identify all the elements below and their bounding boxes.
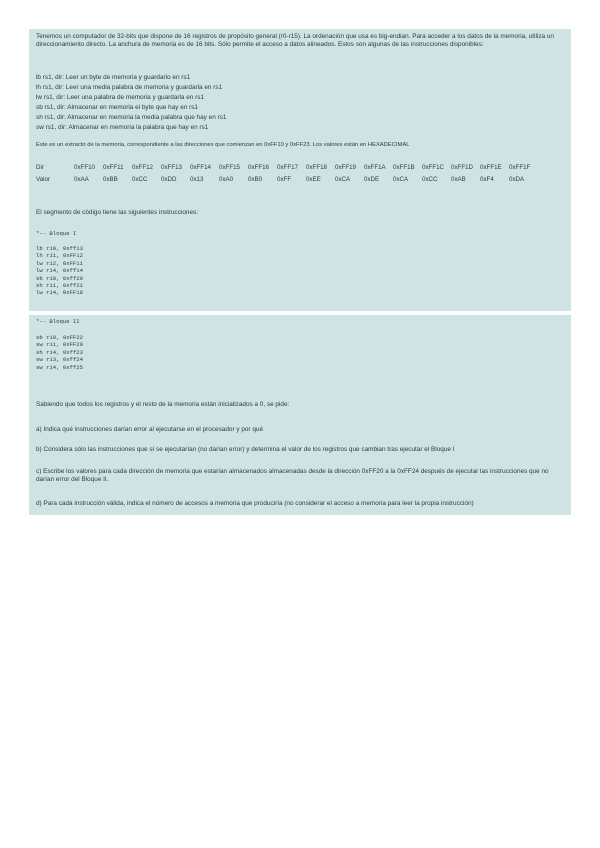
dir-cell: 0xFF1E: [480, 164, 502, 171]
dir-cell: 0xFF1F: [509, 164, 531, 171]
dir-cell: 0xFF13: [161, 164, 182, 171]
code-line: sb r10, 0xff20: [36, 274, 83, 282]
dir-cell: 0xFF10: [74, 164, 95, 171]
dir-cell: 0xFF1A: [364, 164, 386, 171]
block-2-code: [36, 334, 83, 371]
question-c: c) Escribe los valores para cada dirección de memoria que estarían almacenados almacenadas desde la dirección 0xFF20 a la 0xFF24 después de ejecutar las instrucciones que no darían error del Bloque II.: [36, 468, 549, 483]
code-line: lw r14, 0xFF18: [36, 289, 83, 297]
value-cell: 0xEE: [306, 176, 321, 183]
instruction-item: lh rs1, dir: Leer una media palabra de memoria y guardarla en rs1: [36, 84, 223, 91]
row-label: Valor: [36, 176, 50, 183]
instruction-item: sw rs1, dir: Almacenar en memoria la palabra que hay en rs1: [36, 124, 209, 131]
value-cell: 0xCA: [335, 176, 351, 183]
block-2-title: *-- Bloque II: [36, 318, 80, 325]
question-a: a) Indica qué instrucciones darían error al ejecutarse en el procesador y por qué: [36, 426, 263, 433]
value-cell: 0xCC: [132, 176, 148, 183]
segment-intro: El segmento de código tiene las siguientes instrucciones:: [36, 209, 198, 216]
value-cell: 0xF4: [480, 176, 494, 183]
block-1-title: *-- Bloque I: [36, 230, 77, 237]
questions-panel: [29, 315, 571, 515]
instruction-item: lb rs1, dir: Leer un byte de memoria y guardarlo en rs1: [36, 74, 191, 81]
value-cell: 0x13: [190, 176, 204, 183]
dir-cell: 0xFF11: [103, 164, 124, 171]
intro-paragraph: Tenemos un computador de 32-bits que dispone de 16 registros de propósito general (r0-r15). La ordenación que usa es big-endian. Para acceder a los datos de la memoria, utiliza un direccionamiento directo. La anchura de memoria es de 16 bits. Sólo permite el acceso a datos alineados. Estos son algunas de las instrucciones disponibles:: [36, 33, 554, 48]
value-cell: 0xCC: [422, 176, 438, 183]
question-d: d) Para cada instrucción válida, indica el número de accesos a memoria que produciría (no considerar el acceso a memoria para leer la propia instrucción): [36, 500, 474, 507]
dir-cell: 0xFF18: [306, 164, 327, 171]
assumption-text: Sabiendo que todos los registros y el resto de la memoria están inicializados a 0, se pide:: [36, 401, 290, 408]
value-cell: 0xB0: [248, 176, 263, 183]
dir-cell: 0xFF14: [190, 164, 211, 171]
problem-statement-panel: [29, 29, 571, 311]
dir-cell: 0xFF1C: [422, 164, 445, 171]
block-1-code: [36, 245, 83, 297]
code-line: lw r14, 0xff14: [36, 267, 83, 275]
value-cell: 0xDE: [364, 176, 380, 183]
value-cell: 0xAA: [74, 176, 89, 183]
dir-cell: 0xFF19: [335, 164, 356, 171]
code-line: sh r11, 0xff21: [36, 282, 83, 290]
code-line: lh r11, 0xFF12: [36, 252, 83, 260]
dir-cell: 0xFF17: [277, 164, 298, 171]
question-b: b) Considera sólo las instrucciones que sí se ejecutarían (no darían error) y determina el valor de los registros que cambian tras ejecutar el Bloque I: [36, 446, 455, 453]
value-cell: 0xDA: [509, 176, 525, 183]
dir-cell: 0xFF15: [219, 164, 240, 171]
code-line: sw r11, 0xFF20: [36, 341, 83, 349]
instruction-item: sb rs1, dir: Almacenar en memoria el byte que hay en rs1: [36, 104, 198, 111]
dir-cell: 0xFF12: [132, 164, 153, 171]
code-line: lw r12, 0xFF11: [36, 259, 83, 267]
value-cell: 0xFF: [277, 176, 292, 183]
value-cell: 0xA0: [219, 176, 234, 183]
memory-intro: Este es un extracto de la memoria, correspondiente a las direcciones que comienzan en 0xFF10 y 0xFF23. Los valores están en HEXADECIMAL: [36, 142, 410, 148]
code-line: lb r10, 0xff13: [36, 245, 83, 252]
dir-cell: 0xFF16: [248, 164, 269, 171]
instruction-item: lw rs1, dir: Leer una palabra de memoria y guardarla en rs1: [36, 94, 205, 101]
row-label: Dir: [36, 164, 44, 171]
dir-cell: 0xFF1D: [451, 164, 474, 171]
value-cell: 0xBB: [103, 176, 118, 183]
code-line: sw r13, 0xff24: [36, 356, 83, 364]
code-line: sb r10, 0xFF22: [36, 334, 83, 341]
value-cell: 0xAB: [451, 176, 466, 183]
instruction-item: sh rs1, dir: Almacenar en memoria la media palabra que hay en rs1: [36, 114, 227, 121]
value-cell: 0xCA: [393, 176, 409, 183]
code-line: sh r14, 0xff23: [36, 348, 83, 356]
code-line: sw r14, 0xff25: [36, 363, 83, 371]
value-cell: 0xDD: [161, 176, 177, 183]
dir-cell: 0xFF1B: [393, 164, 415, 171]
